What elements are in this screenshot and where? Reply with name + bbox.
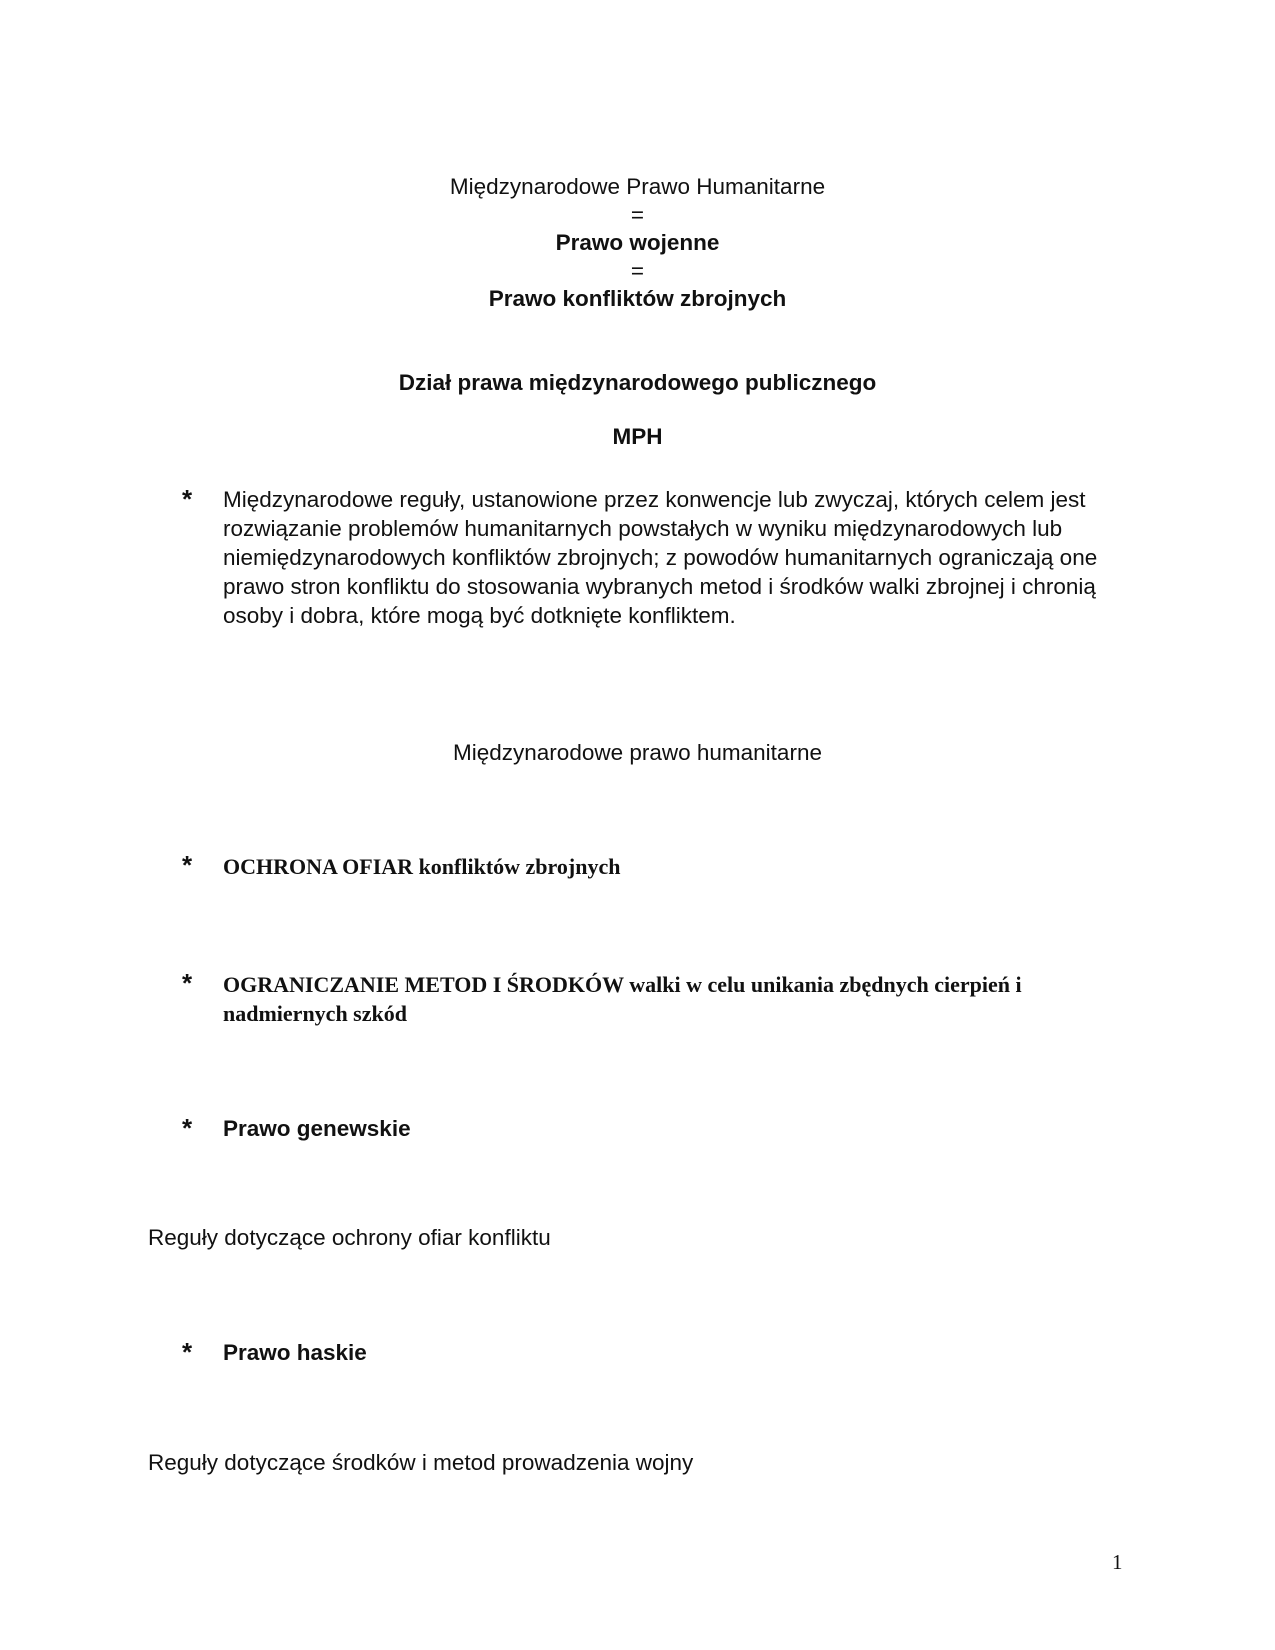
title-line-2: Prawo wojenne — [555, 230, 720, 255]
point-hague-description: Reguły dotyczące środków i metod prowadzenia wojny — [148, 1450, 694, 1475]
bullet-marker: * — [182, 850, 193, 880]
bullet-marker: * — [182, 968, 193, 998]
point-limitation-rest: walki w celu unikania zbędnych cierpień i nadmiernych szkód — [223, 972, 1022, 1026]
point-limitation — [223, 970, 1123, 1028]
title-line-3: Prawo konfliktów zbrojnych — [488, 286, 787, 311]
bullet-marker: * — [182, 484, 193, 514]
subtitle: Dział prawa międzynarodowego publicznego — [398, 370, 877, 395]
section-heading: Międzynarodowe prawo humanitarne — [453, 740, 822, 765]
point-geneva-description: Reguły dotyczące ochrony ofiar konfliktu — [148, 1225, 551, 1250]
point-hague-label: Prawo haskie — [223, 1340, 367, 1365]
point-protection-rest: konfliktów zbrojnych — [413, 854, 621, 879]
bullet-marker: * — [182, 1337, 193, 1367]
page-number: 1 — [1112, 1550, 1123, 1574]
point-geneva-label: Prawo genewskie — [223, 1116, 411, 1141]
bullet-marker: * — [182, 1113, 193, 1143]
point-protection — [223, 852, 1123, 881]
definition-paragraph: Międzynarodowe reguły, ustanowione przez konwencje lub zwyczaj, których celem jest rozwiązanie problemów humanitarnych powstałych w wyniku międzynarodowych lub niemiędzynarodowych konfliktów zbrojnych; z powodów humanitarnych ograniczają one prawo stron konfliktu do stosowania wybranych metod i środków walki zbrojnej i chronią osoby i dobra, które mogą być dotknięte konfliktem. — [223, 487, 1098, 628]
document-title — [0, 172, 1275, 313]
title-line-1: Międzynarodowe Prawo Humanitarne — [449, 174, 826, 199]
point-protection-emphasis: OCHRONA OFIAR — [223, 854, 414, 879]
title-equals-2: = — [630, 258, 645, 283]
title-equals-1: = — [630, 202, 645, 227]
point-limitation-emphasis: OGRANICZANIE METOD I ŚRODKÓW — [223, 972, 624, 997]
abbreviation: MPH — [612, 424, 663, 449]
